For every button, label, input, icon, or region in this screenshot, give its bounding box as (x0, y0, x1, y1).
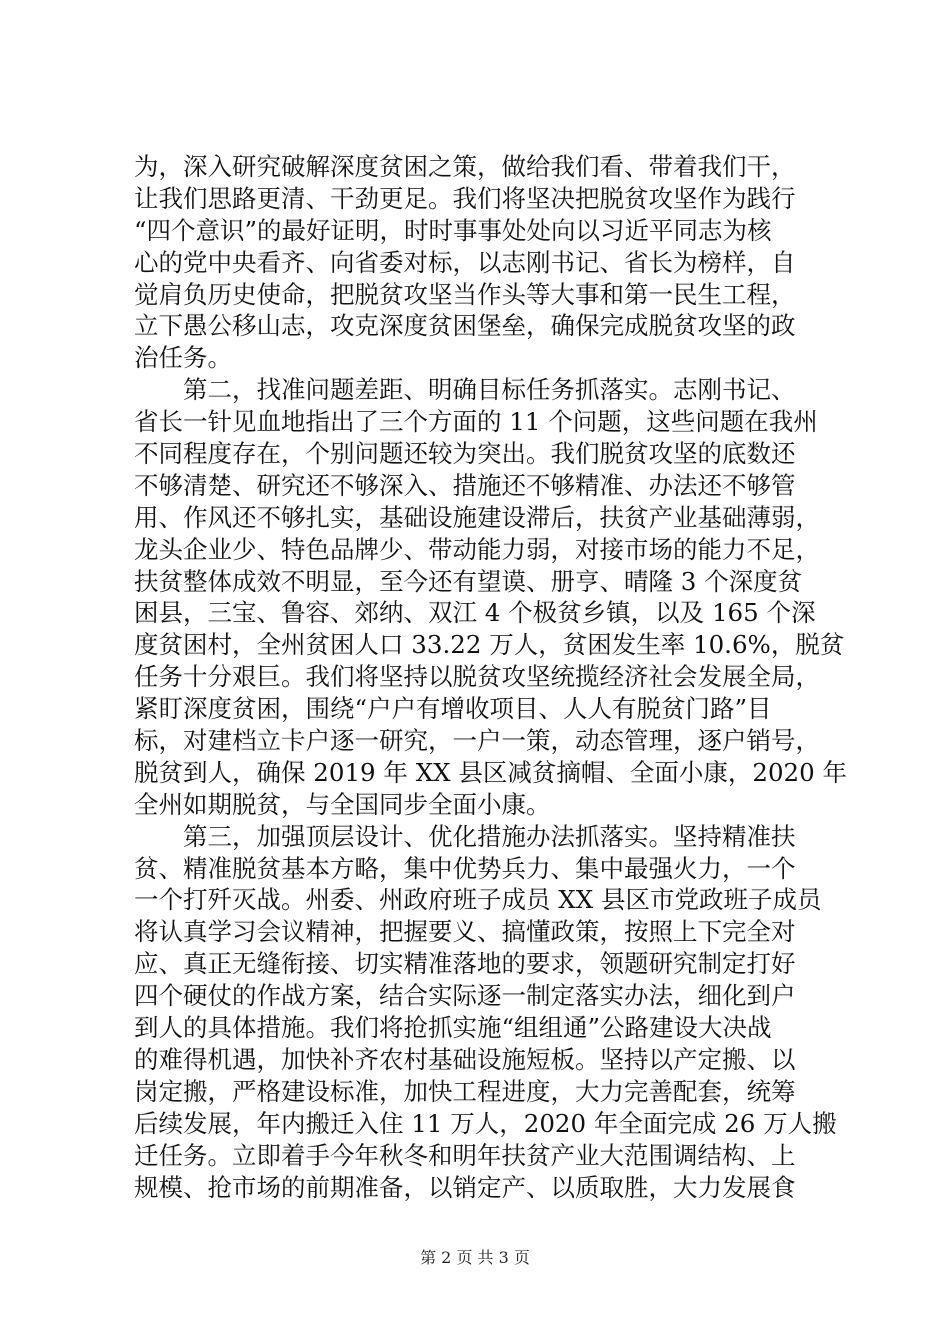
text-line: 四个硬仗的作战方案，结合实际逐一制定落实办法，细化到户 (134, 981, 796, 1011)
text-line: 心的党中央看齐、向省委对标，以志刚书记、省长为榜样，自 (134, 247, 796, 277)
text-line: 度贫困村，全州贫困人口 33.22 万人，贫困发生率 10.6%，脱贫 (134, 630, 845, 660)
text-line: 迁任务。立即着手今年秋冬和明年扶贫产业大范围调结构、上 (134, 1140, 796, 1170)
text-line: 应、真正无缝衔接、切实精准落地的要求，领题研究制定打好 (134, 949, 796, 979)
text-line: 扶贫整体成效不明显，至今还有望谟、册亨、晴隆 3 个深度贫 (134, 566, 803, 596)
text-line: 龙头企业少、特色品牌少、带动能力弱，对接市场的能力不足， (134, 534, 820, 564)
page-number-footer: 第 2 页 共 3 页 (420, 1248, 530, 1267)
text-line: 第二，找准问题差距、明确目标任务抓落实。志刚书记、 (134, 375, 796, 405)
text-line: 将认真学习会议精神，把握要义、搞懂政策，按照上下完全对 (134, 917, 796, 947)
text-line: 第三，加强顶层设计、优化措施办法抓落实。坚持精准扶 (134, 821, 796, 851)
text-line: 贫、精准脱贫基本方略，集中优势兵力、集中最强火力，一个 (134, 853, 796, 883)
text-line: 全州如期脱贫，与全国同步全面小康。 (134, 789, 551, 819)
text-line: 治任务。 (134, 343, 232, 373)
text-line: 省长一针见血地指出了三个方面的 11 个问题，这些问题在我州 (134, 407, 818, 437)
text-line: 到人的具体措施。我们将抢抓实施“组组通”公路建设大决战 (134, 1013, 772, 1043)
text-line: 的难得机遇，加快补齐农村基础设施短板。坚持以产定搬、以 (134, 1044, 796, 1074)
text-line: 一个打歼灭战。州委、州政府班子成员 XX 县区市党政班子成员 (134, 885, 822, 915)
text-line: 紧盯深度贫困，围绕“户户有增收项目、人人有脱贫门路”目 (134, 694, 772, 724)
text-line: 困县，三宝、鲁容、郊纳、双江 4 个极贫乡镇，以及 165 个深 (134, 598, 816, 628)
text-line: 任务十分艰巨。我们将坚持以脱贫攻坚统揽经济社会发展全局， (134, 662, 820, 692)
text-line: 不同程度存在，个别问题还较为突出。我们脱贫攻坚的底数还 (134, 439, 796, 469)
text-line: 脱贫到人，确保 2019 年 XX 县区减贫摘帽、全面小康，2020 年 (134, 757, 848, 787)
text-line: 后续发展，年内搬迁入住 11 万人，2020 年全面完成 26 万人搬 (134, 1108, 837, 1138)
text-line: 用、作风还不够扎实，基础设施建设滞后，扶贫产业基础薄弱， (134, 502, 820, 532)
text-line: 让我们思路更清、干劲更足。我们将坚决把脱贫攻坚作为践行 (134, 183, 796, 213)
text-line: 为，深入研究破解深度贫困之策，做给我们看、带着我们干， (134, 152, 796, 181)
text-line: 岗定搬，严格建设标准，加快工程进度，大力完善配套，统筹 (134, 1076, 796, 1106)
text-line: 立下愚公移山志，攻克深度贫困堡垒，确保完成脱贫攻坚的政 (134, 311, 796, 341)
text-line: 标，对建档立卡户逐一研究，一户一策，动态管理，逐户销号， (134, 726, 820, 756)
text-line: 规模、抢市场的前期准备，以销定产、以质取胜，大力发展食 (134, 1172, 796, 1202)
text-line: “四个意识”的最好证明，时时事事处处向以习近平同志为核 (134, 215, 772, 245)
document-body (134, 151, 848, 1203)
text-line: 不够清楚、研究还不够深入、措施还不够精准、办法还不够管 (134, 470, 796, 500)
text-line: 觉肩负历史使命，把脱贫攻坚当作头等大事和第一民生工程， (134, 279, 796, 309)
